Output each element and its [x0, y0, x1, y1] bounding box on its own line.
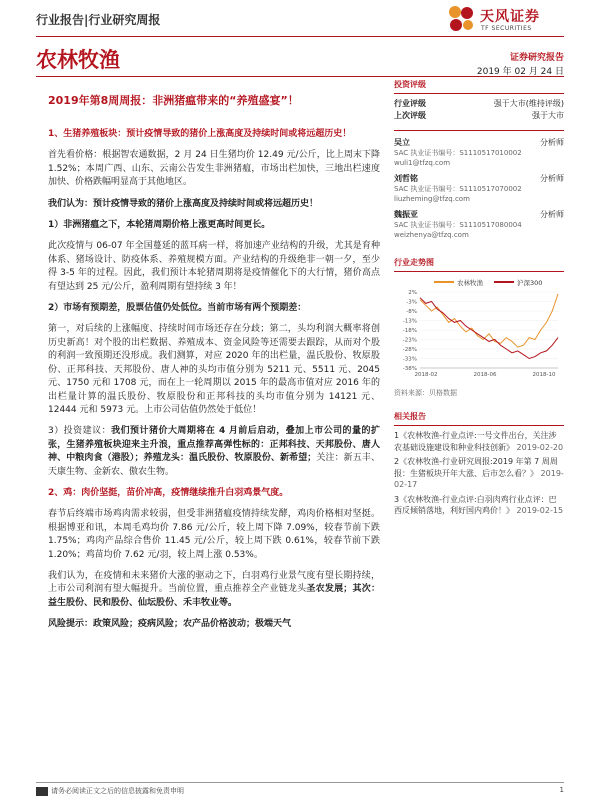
related-report[interactable]: [394, 456, 564, 491]
footer-disclaimer: [36, 786, 184, 796]
chart-legend: [434, 278, 542, 287]
industry-rating-value: 强于大市(维持评级): [493, 99, 564, 108]
y-tick-label: -13%: [402, 318, 417, 325]
pig-point-2-paragraph: 第一，对后续的上涨幅度、持续时间市场还存在分歧；第二，头均利润大概率将创历史新高！对个股的出栏数据、养殖成本、资金风险等还需要去跟踪，从而对个股的利润一致预期还没形成。我们测算，对应 2020 年的出栏量，温氏股份、牧原股份、正邦科技、天邦股份、唐人神的头均市值分别为 5211 元、5511 元、2045 元、1750 元和 1708 元，而在上一轮周期以 2015 年的最高市值对应 2016 年的出栏量计算的温氏股份、牧原股份和正邦科技的头均市值分别为 14121 元、12444 元和 5973 元。上市公司估值仍然处于低位！: [48, 324, 380, 415]
series-line-1: [420, 298, 558, 359]
analyst-sac: SAC 执业证书编号：S1110517070002: [394, 185, 522, 193]
analyst-sac: SAC 执业证书编号：S1110517080004: [394, 221, 522, 229]
legend-label-1: 沪深300: [517, 279, 543, 287]
industry-rating-row: [394, 98, 564, 110]
section-pig-heading: 1、生猪养殖板块：预计疫情导致的猪价上涨高度及持续时间或将远超历史！: [48, 129, 352, 139]
footer-divider: [36, 782, 564, 783]
chicken-picks: 圣农发展；其次：益生股份、民和股份、仙坛股份、禾丰牧业等。: [48, 584, 380, 608]
report-title: 2019年第8周周报：非洲猪瘟带来的“养殖盛宴”！: [48, 94, 299, 107]
analyst-name: 刘哲铭: [394, 174, 418, 183]
report-date: 2019 年 02 月 24 日: [476, 67, 564, 77]
analyst-card: [394, 209, 564, 240]
disclaimer-text: 请务必阅读正文之后的信息披露和免责申明: [51, 787, 184, 795]
analyst-role: 分析师: [540, 174, 564, 183]
pig-point-1: 1）非洲猪瘟之下，本轮猪周期价格上涨更高时间更长。: [48, 220, 271, 231]
analyst-email[interactable]: weizhenya@tfzq.com: [394, 231, 469, 239]
legend-label-0: 农林牧渔: [457, 279, 483, 287]
analyst-card: [394, 173, 564, 204]
y-tick-label: -3%: [406, 299, 417, 306]
trend-chart-svg: [394, 276, 564, 386]
pig-point-1-paragraph: 此次疫情与 06-07 年全国蔓延的蓝耳病一样，将加速产业结构的升级，尤其是育种体系、猪场设计、防疫体系、养殖规模方面。产业结构的升级绝非一朝一夕，至少得 3-5 年的过程。因此，我们预计本轮猪周期将是疫情催化下的大行情，猪价高点有望达到 25 元/公斤，盈利周期有望持续 3 年！: [48, 241, 380, 292]
pig-point-2: 2）市场有预期差，股票估值仍处低位。当前市场有两个预期差：: [48, 303, 307, 314]
section-chicken-heading: 2、鸡：肉价坚挺，苗价冲高，疫情继续推升白羽鸡景气度。: [48, 487, 289, 498]
chart-heading: 行业走势图: [394, 256, 564, 272]
related-date: 2019-02-15: [516, 506, 564, 515]
pig-view-heading: 我们认为：预计疫情导致的猪价上涨高度及持续时间或将远超历史！: [48, 198, 319, 209]
rating-heading: 投资评级: [394, 78, 564, 94]
page-number: 1: [559, 786, 564, 794]
y-tick-label: -8%: [406, 309, 417, 315]
sidebar: [394, 78, 564, 520]
related-date: 2019-02-17: [394, 468, 564, 489]
x-tick-label: 2018-02: [414, 372, 438, 378]
x-tick-label: 2018-10: [532, 372, 556, 378]
advice-watch: 关注：新五丰、天康生物、金新农、傲农生物。: [48, 453, 380, 477]
sector-title: 农林牧渔: [36, 48, 120, 72]
related-report[interactable]: [394, 430, 564, 453]
prev-rating-value: 强于大市: [532, 111, 564, 120]
x-tick-label: 2018-06: [473, 372, 497, 378]
y-tick-label: -38%: [402, 366, 417, 372]
related-heading: 相关报告: [394, 410, 564, 426]
qr-code-icon: [36, 787, 48, 796]
pig-investment-advice: [48, 425, 380, 479]
x-axis: [415, 368, 558, 378]
tf-securities-logo: [446, 4, 566, 38]
header-divider: [36, 36, 564, 37]
y-tick-label: 2%: [408, 290, 417, 296]
y-tick-label: -28%: [402, 347, 417, 353]
related-report[interactable]: [394, 494, 564, 517]
industry-rating-label: 行业评级: [394, 99, 426, 108]
advice-label: 3）投资建议：: [48, 426, 112, 437]
report-kind: 证券研究报告: [509, 53, 564, 63]
related-title[interactable]: 1《农林牧渔-行业点评:一号文件出台，关注涉农基础设施建设和种业科技创新》: [394, 431, 557, 452]
analyst-name: 魏振亚: [394, 210, 418, 219]
y-tick-label: -18%: [402, 328, 417, 334]
title-divider: [36, 76, 564, 77]
related-title[interactable]: 3《农林牧渔-行业点评:白羽肉鸡行业点评：巴西反倾销落地，利好国内鸡价！》: [394, 494, 557, 515]
advice-text: 我们预计猪价大周期将在 4 月前后启动，叠加上市公司的量的扩张，生猪养殖板块迎来主升浪，重点推荐高弹性标的：正邦科技、天邦股份、唐人神、中粮肉食（港股）；养殖龙头：温氏股份、牧原股份、新希望；: [48, 426, 380, 464]
analyst-role: 分析师: [540, 138, 564, 147]
analyst-list: [394, 130, 564, 240]
analyst-email[interactable]: wuli1@tfzq.com: [394, 159, 451, 167]
chart-source: 资料来源：贝格数据: [394, 389, 457, 397]
analyst-card: [394, 137, 564, 168]
logo-text-en: TF SECURITIES: [481, 25, 532, 32]
analyst-role: 分析师: [540, 210, 564, 219]
analyst-name: 吴立: [394, 138, 410, 147]
y-tick-label: -33%: [402, 356, 417, 363]
related-date: 2019-02-20: [516, 442, 564, 452]
logo-mark-icon: [446, 4, 476, 34]
analyst-email[interactable]: liuzheming@tfzq.com: [394, 195, 470, 203]
y-axis: [403, 290, 558, 372]
prev-rating-label: 上次评级: [394, 111, 426, 120]
risk-warning: 风险提示：政策风险；疫病风险；农产品价格波动；极端天气: [48, 619, 292, 630]
chicken-view-text: 我们认为，在疫情和未来猪价大涨的驱动之下，白羽鸡行业景气度有望长期持续，上市公司利润有望大幅提升。当前位置，重点推荐全产业链龙头: [48, 570, 380, 595]
chicken-price-paragraph: 春节后终端市场鸡肉需求较弱，但受非洲猪瘟疫情持续发酵，鸡肉价格相对坚挺。根据博亚和讯，本周毛鸡均价 7.86 元/公斤，较上周下降 7.09%，较春节前下跌 1.75%；鸡肉产品综合售价 11.45 元/公斤，较上周下跌 0.61%，较春节前下跌 1.20%；鸡苗均价 7.62 元/羽，较上周上涨 0.53%。: [48, 509, 380, 560]
pig-price-paragraph: 首先看价格：根据智农通数据，2 月 24 日生猪均价 12.49 元/公斤，比上周末下降 1.52%；本周广西、山东、云南公告发生非洲猪瘟，市场出栏加快，三地出栏速度加快、价格跌幅明显高于其他地区。: [48, 150, 380, 188]
related-title[interactable]: 2《农林牧渔-行业研究周报:2019 年第 7 周周报：生猪板块开年大涨、后市怎么看？》: [394, 457, 558, 478]
prev-rating-row: [394, 110, 564, 122]
logo-text-cn: 天风证券: [480, 9, 540, 25]
chicken-view-paragraph: [48, 570, 380, 610]
industry-trend-chart: [394, 276, 564, 386]
main-body: [48, 128, 380, 640]
analyst-sac: SAC 执业证书编号：S1110517010002: [394, 149, 522, 157]
y-tick-label: -23%: [402, 337, 417, 344]
report-type-label: 行业报告|行业研究周报: [36, 13, 161, 27]
